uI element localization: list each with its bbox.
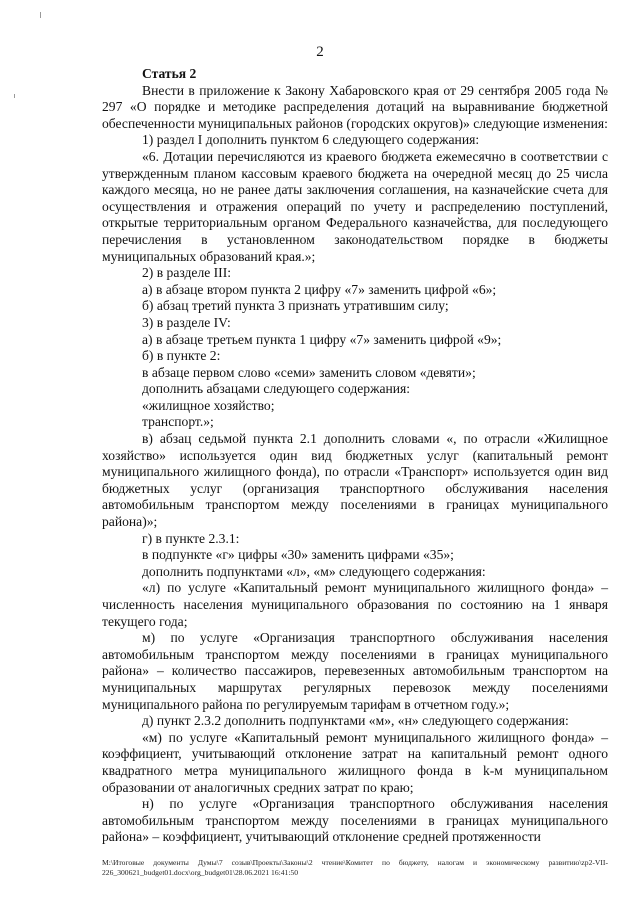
page-number: 2 bbox=[316, 44, 324, 60]
paragraph: д) пункт 2.3.2 дополнить подпунктами «м», «н» следующего содержания: bbox=[142, 713, 569, 729]
paragraph: в) абзац седьмой пункта 2.1 дополнить словами «, по отрасли «Жилищное хозяйство» используется один вид бюджетных услуг (капитальный ремонт муниципального жилищного фонда), по отрасли «Транспорт» используется один вид бюджетных услуг (организация транспортного обслуживания населения автомобильным транспортом между поселениями в границах муниципального района)»; bbox=[102, 431, 608, 530]
article-heading: Статья 2 bbox=[142, 66, 197, 81]
paragraph: г) в пункте 2.3.1: bbox=[142, 530, 240, 546]
paragraph: в абзаце первом слово «семи» заменить словом «девяти»; bbox=[142, 364, 476, 380]
paragraph: в подпункте «г» цифры «30» заменить цифрами «35»; bbox=[142, 547, 454, 563]
paragraph: 3) в разделе IV: bbox=[142, 314, 231, 330]
paragraph: «м) по услуге «Капитальный ремонт муниципального жилищного фонда» – коэффициент, учитывающий отклонение затрат на капитальный ремонт одного квадратного метра муниципального жилищного фонда в k-м муниципальном образовании от аналогичных средних затрат по краю; bbox=[102, 729, 608, 795]
paragraph: 2) в разделе III: bbox=[142, 265, 232, 281]
footer-file-path: M:\Итоговые документы Думы\7 созыв\Проекты\Законы\2 чтение\Комитет по бюджету, налогам и экономическому развитию\zp2-VII-226_300621_budget01.docx\org_budget01\28.06.2021 16:41:50 bbox=[102, 858, 608, 877]
paragraph: м) по услуге «Организация транспортного обслуживания населения автомобильным транспортом между поселениями в границах муниципального района» – количество пассажиров, перевезенных автомобильным транспортом на муниципальных маршрутах регулярных перевозок между поселениями муниципального района по регулируемым тарифам в отчетном году.»; bbox=[102, 630, 608, 712]
document-body bbox=[102, 66, 608, 846]
paragraph: дополнить подпунктами «л», «м» следующего содержания: bbox=[142, 563, 486, 579]
paragraph: «6. Дотации перечисляются из краевого бюджета ежемесячно в соответствии с утвержденным планом кассовым краевого бюджета на очередной месяц до 25 числа каждого месяца, но не ранее даты заключения соглашения, на казначейские счета для осуществления и отражения операций по учету и распределению поступлений, открытые территориальным органом Федерального казначейства, для последующего перечисления в установленном законодательством порядке в бюджеты муниципальных образований края.»; bbox=[102, 148, 608, 264]
paragraph-list bbox=[102, 83, 608, 846]
scan-artifact bbox=[14, 94, 15, 98]
paragraph: дополнить абзацами следующего содержания: bbox=[142, 381, 411, 397]
paragraph: транспорт.»; bbox=[142, 414, 214, 430]
paragraph: Внести в приложение к Закону Хабаровского края от 29 сентября 2005 года № 297 «О порядке и методике распределения дотаций на выравнивание бюджетной обеспеченности муниципальных районов (городских округов)» следующие изменения: bbox=[102, 82, 608, 131]
paragraph: «л) по услуге «Капитальный ремонт муниципального жилищного фонда» – численность населения муниципального образования по состоянию на 1 января текущего года; bbox=[102, 580, 608, 629]
paragraph: а) в абзаце третьем пункта 1 цифру «7» заменить цифрой «9»; bbox=[142, 331, 502, 347]
paragraph: б) в пункте 2: bbox=[142, 348, 221, 364]
paragraph: 1) раздел I дополнить пунктом 6 следующего содержания: bbox=[142, 132, 480, 148]
paragraph: б) абзац третий пункта 3 признать утратившим силу; bbox=[142, 298, 449, 314]
scan-artifact bbox=[40, 12, 41, 18]
paragraph: «жилищное хозяйство; bbox=[142, 397, 275, 413]
paragraph: а) в абзаце втором пункта 2 цифру «7» заменить цифрой «6»; bbox=[142, 281, 497, 297]
paragraph: н) по услуге «Организация транспортного обслуживания населения автомобильным транспортом между поселениями в границах муниципального района» – коэффициент, учитывающий отклонение средней протяженности bbox=[102, 796, 608, 845]
